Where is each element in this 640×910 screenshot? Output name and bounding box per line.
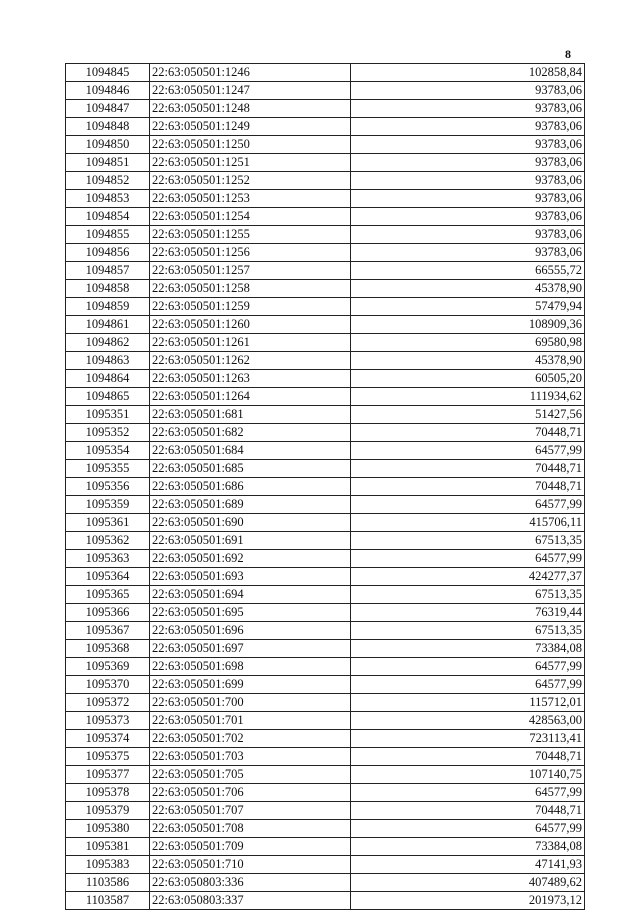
- cadastral-value-cell: 64577,99: [351, 784, 585, 802]
- table-row: [66, 406, 585, 424]
- table-row: [66, 748, 585, 766]
- record-id-cell: 1094848: [66, 118, 150, 136]
- record-id-cell: 1095378: [66, 784, 150, 802]
- record-id-cell: 1095365: [66, 586, 150, 604]
- record-id-cell: 1103587: [66, 892, 150, 910]
- record-id-cell: 1095364: [66, 568, 150, 586]
- table-row: [66, 370, 585, 388]
- cadastral-value-cell: 407489,62: [351, 874, 585, 892]
- table-row: [66, 334, 585, 352]
- table-row: [66, 532, 585, 550]
- cadastral-value-cell: 64577,99: [351, 550, 585, 568]
- cadastral-value-cell: 93783,06: [351, 190, 585, 208]
- table-row: [66, 730, 585, 748]
- record-id-cell: 1095352: [66, 424, 150, 442]
- table-row: [66, 154, 585, 172]
- table-row: [66, 514, 585, 532]
- record-id-cell: 1095377: [66, 766, 150, 784]
- cadastral-number-cell: 22:63:050501:1250: [150, 136, 351, 154]
- cadastral-value-cell: 64577,99: [351, 676, 585, 694]
- cadastral-number-cell: 22:63:050501:710: [150, 856, 351, 874]
- cadastral-value-cell: 107140,75: [351, 766, 585, 784]
- record-id-cell: 1094851: [66, 154, 150, 172]
- record-id-cell: 1095381: [66, 838, 150, 856]
- table-row: [66, 856, 585, 874]
- table-row: [66, 568, 585, 586]
- cadastral-value-cell: 108909,36: [351, 316, 585, 334]
- cadastral-number-cell: 22:63:050501:694: [150, 586, 351, 604]
- record-id-cell: 1094853: [66, 190, 150, 208]
- record-id-cell: 1095375: [66, 748, 150, 766]
- cadastral-number-cell: 22:63:050501:1264: [150, 388, 351, 406]
- record-id-cell: 1094864: [66, 370, 150, 388]
- record-id-cell: 1095380: [66, 820, 150, 838]
- table-row: [66, 298, 585, 316]
- record-id-cell: 1095356: [66, 478, 150, 496]
- cadastral-number-cell: 22:63:050501:707: [150, 802, 351, 820]
- table-row: [66, 82, 585, 100]
- cadastral-value-cell: 93783,06: [351, 136, 585, 154]
- record-id-cell: 1095374: [66, 730, 150, 748]
- cadastral-number-cell: 22:63:050803:336: [150, 874, 351, 892]
- cadastral-value-cell: 428563,00: [351, 712, 585, 730]
- record-id-cell: 1094846: [66, 82, 150, 100]
- record-id-cell: 1094854: [66, 208, 150, 226]
- record-id-cell: 1095366: [66, 604, 150, 622]
- cadastral-value-table: [65, 63, 585, 910]
- table-row: [66, 388, 585, 406]
- cadastral-number-cell: 22:63:050501:689: [150, 496, 351, 514]
- table-row: [66, 244, 585, 262]
- record-id-cell: 1094852: [66, 172, 150, 190]
- table-row: [66, 784, 585, 802]
- record-id-cell: 1095383: [66, 856, 150, 874]
- cadastral-number-cell: 22:63:050501:700: [150, 694, 351, 712]
- cadastral-value-cell: 73384,08: [351, 838, 585, 856]
- cadastral-value-cell: 93783,06: [351, 226, 585, 244]
- record-id-cell: 1095367: [66, 622, 150, 640]
- cadastral-number-cell: 22:63:050501:1260: [150, 316, 351, 334]
- cadastral-number-cell: 22:63:050501:701: [150, 712, 351, 730]
- record-id-cell: 1094865: [66, 388, 150, 406]
- record-id-cell: 1095370: [66, 676, 150, 694]
- cadastral-number-cell: 22:63:050501:690: [150, 514, 351, 532]
- table-row: [66, 586, 585, 604]
- cadastral-value-cell: 60505,20: [351, 370, 585, 388]
- record-id-cell: 1095361: [66, 514, 150, 532]
- cadastral-number-cell: 22:63:050501:685: [150, 460, 351, 478]
- cadastral-number-cell: 22:63:050501:698: [150, 658, 351, 676]
- cadastral-value-cell: 424277,37: [351, 568, 585, 586]
- record-id-cell: 1094855: [66, 226, 150, 244]
- cadastral-number-cell: 22:63:050501:1261: [150, 334, 351, 352]
- table-row: [66, 622, 585, 640]
- table-row: [66, 550, 585, 568]
- cadastral-value-cell: 93783,06: [351, 172, 585, 190]
- record-id-cell: 1095362: [66, 532, 150, 550]
- table-row: [66, 424, 585, 442]
- cadastral-value-cell: 723113,41: [351, 730, 585, 748]
- record-id-cell: 1094847: [66, 100, 150, 118]
- record-id-cell: 1095355: [66, 460, 150, 478]
- cadastral-number-cell: 22:63:050501:705: [150, 766, 351, 784]
- cadastral-value-cell: 93783,06: [351, 244, 585, 262]
- cadastral-value-cell: 47141,93: [351, 856, 585, 874]
- cadastral-value-cell: 102858,84: [351, 64, 585, 82]
- table-row: [66, 190, 585, 208]
- cadastral-number-cell: 22:63:050501:699: [150, 676, 351, 694]
- table-row: [66, 64, 585, 82]
- cadastral-number-cell: 22:63:050501:706: [150, 784, 351, 802]
- cadastral-number-cell: 22:63:050501:1256: [150, 244, 351, 262]
- cadastral-value-cell: 93783,06: [351, 82, 585, 100]
- cadastral-value-cell: 415706,11: [351, 514, 585, 532]
- table-row: [66, 676, 585, 694]
- cadastral-number-cell: 22:63:050501:1262: [150, 352, 351, 370]
- cadastral-number-cell: 22:63:050501:686: [150, 478, 351, 496]
- cadastral-number-cell: 22:63:050501:693: [150, 568, 351, 586]
- record-id-cell: 1094857: [66, 262, 150, 280]
- table-row: [66, 262, 585, 280]
- table-row: [66, 820, 585, 838]
- cadastral-number-cell: 22:63:050501:1253: [150, 190, 351, 208]
- record-id-cell: 1095363: [66, 550, 150, 568]
- record-id-cell: 1094863: [66, 352, 150, 370]
- cadastral-value-cell: 93783,06: [351, 100, 585, 118]
- cadastral-number-cell: 22:63:050501:708: [150, 820, 351, 838]
- cadastral-number-cell: 22:63:050501:702: [150, 730, 351, 748]
- table-row: [66, 694, 585, 712]
- record-id-cell: 1095372: [66, 694, 150, 712]
- table-row: [66, 280, 585, 298]
- cadastral-number-cell: 22:63:050501:709: [150, 838, 351, 856]
- table-body: [66, 64, 585, 910]
- record-id-cell: 1095379: [66, 802, 150, 820]
- cadastral-value-cell: 67513,35: [351, 622, 585, 640]
- record-id-cell: 1103586: [66, 874, 150, 892]
- cadastral-value-cell: 67513,35: [351, 586, 585, 604]
- cadastral-number-cell: 22:63:050501:1248: [150, 100, 351, 118]
- table-row: [66, 118, 585, 136]
- cadastral-value-cell: 93783,06: [351, 118, 585, 136]
- table-row: [66, 712, 585, 730]
- cadastral-number-cell: 22:63:050501:1246: [150, 64, 351, 82]
- cadastral-value-cell: 64577,99: [351, 496, 585, 514]
- table-row: [66, 172, 585, 190]
- table-row: [66, 496, 585, 514]
- table-row: [66, 838, 585, 856]
- cadastral-value-cell: 70448,71: [351, 424, 585, 442]
- cadastral-number-cell: 22:63:050501:1247: [150, 82, 351, 100]
- table-row: [66, 658, 585, 676]
- cadastral-value-cell: 67513,35: [351, 532, 585, 550]
- record-id-cell: 1094856: [66, 244, 150, 262]
- cadastral-value-cell: 93783,06: [351, 154, 585, 172]
- cadastral-number-cell: 22:63:050501:691: [150, 532, 351, 550]
- cadastral-value-cell: 111934,62: [351, 388, 585, 406]
- record-id-cell: 1095369: [66, 658, 150, 676]
- record-id-cell: 1094861: [66, 316, 150, 334]
- cadastral-number-cell: 22:63:050501:703: [150, 748, 351, 766]
- record-id-cell: 1095354: [66, 442, 150, 460]
- cadastral-value-cell: 70448,71: [351, 748, 585, 766]
- table-row: [66, 226, 585, 244]
- cadastral-value-cell: 70448,71: [351, 478, 585, 496]
- cadastral-number-cell: 22:63:050501:696: [150, 622, 351, 640]
- cadastral-value-cell: 64577,99: [351, 658, 585, 676]
- table-row: [66, 802, 585, 820]
- table-row: [66, 316, 585, 334]
- cadastral-value-cell: 115712,01: [351, 694, 585, 712]
- cadastral-value-cell: 45378,90: [351, 352, 585, 370]
- cadastral-number-cell: 22:63:050501:1249: [150, 118, 351, 136]
- record-id-cell: 1094858: [66, 280, 150, 298]
- cadastral-value-cell: 70448,71: [351, 460, 585, 478]
- cadastral-value-cell: 64577,99: [351, 442, 585, 460]
- table-row: [66, 442, 585, 460]
- cadastral-number-cell: 22:63:050501:1252: [150, 172, 351, 190]
- record-id-cell: 1094850: [66, 136, 150, 154]
- cadastral-number-cell: 22:63:050501:1263: [150, 370, 351, 388]
- cadastral-value-cell: 76319,44: [351, 604, 585, 622]
- table-row: [66, 604, 585, 622]
- cadastral-number-cell: 22:63:050501:681: [150, 406, 351, 424]
- cadastral-number-cell: 22:63:050501:682: [150, 424, 351, 442]
- table-row: [66, 208, 585, 226]
- cadastral-number-cell: 22:63:050501:1254: [150, 208, 351, 226]
- table-row: [66, 460, 585, 478]
- record-id-cell: 1095373: [66, 712, 150, 730]
- cadastral-number-cell: 22:63:050501:1258: [150, 280, 351, 298]
- cadastral-number-cell: 22:63:050501:695: [150, 604, 351, 622]
- table-row: [66, 874, 585, 892]
- cadastral-value-cell: 93783,06: [351, 208, 585, 226]
- record-id-cell: 1094859: [66, 298, 150, 316]
- table-row: [66, 640, 585, 658]
- cadastral-number-cell: 22:63:050501:1255: [150, 226, 351, 244]
- cadastral-value-cell: 70448,71: [351, 802, 585, 820]
- cadastral-value-cell: 201973,12: [351, 892, 585, 910]
- cadastral-number-cell: 22:63:050501:1251: [150, 154, 351, 172]
- cadastral-number-cell: 22:63:050501:1257: [150, 262, 351, 280]
- cadastral-value-cell: 51427,56: [351, 406, 585, 424]
- table-row: [66, 892, 585, 910]
- table-row: [66, 100, 585, 118]
- record-id-cell: 1095351: [66, 406, 150, 424]
- record-id-cell: 1095368: [66, 640, 150, 658]
- record-id-cell: 1094862: [66, 334, 150, 352]
- record-id-cell: 1094845: [66, 64, 150, 82]
- cadastral-value-cell: 57479,94: [351, 298, 585, 316]
- cadastral-value-cell: 45378,90: [351, 280, 585, 298]
- record-id-cell: 1095359: [66, 496, 150, 514]
- cadastral-value-cell: 64577,99: [351, 820, 585, 838]
- cadastral-value-cell: 69580,98: [351, 334, 585, 352]
- cadastral-number-cell: 22:63:050803:337: [150, 892, 351, 910]
- cadastral-number-cell: 22:63:050501:684: [150, 442, 351, 460]
- table-row: [66, 136, 585, 154]
- table-row: [66, 478, 585, 496]
- cadastral-value-cell: 66555,72: [351, 262, 585, 280]
- page-number: 8: [565, 47, 571, 61]
- cadastral-number-cell: 22:63:050501:692: [150, 550, 351, 568]
- table-row: [66, 766, 585, 784]
- cadastral-number-cell: 22:63:050501:1259: [150, 298, 351, 316]
- cadastral-number-cell: 22:63:050501:697: [150, 640, 351, 658]
- table-row: [66, 352, 585, 370]
- cadastral-value-cell: 73384,08: [351, 640, 585, 658]
